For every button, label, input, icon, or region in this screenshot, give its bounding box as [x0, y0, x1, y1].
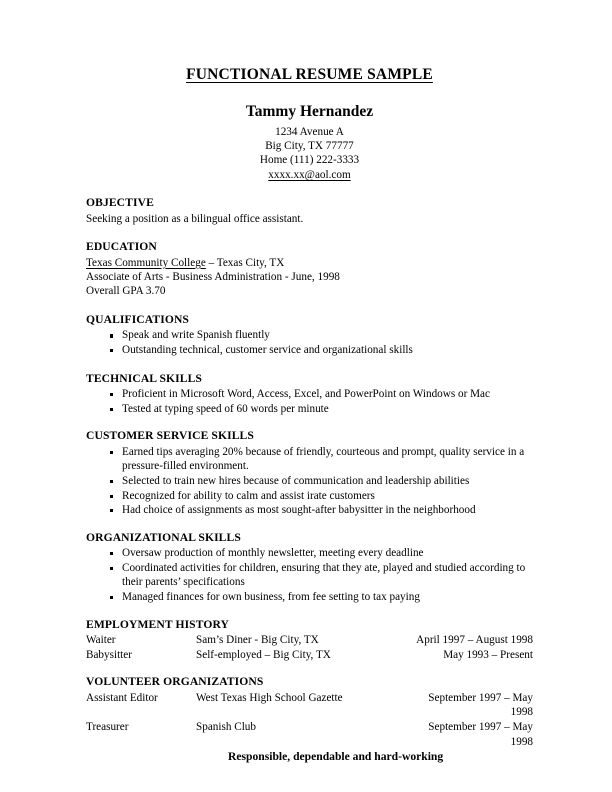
table-row — [86, 633, 533, 648]
document-title-text: FUNCTIONAL RESUME SAMPLE — [186, 66, 433, 83]
list-item: Tested at typing speed of 60 words per minute — [86, 402, 533, 417]
section-education — [86, 240, 533, 299]
table-row — [86, 648, 533, 663]
employment-role: Babysitter — [86, 648, 132, 661]
list-item: Earned tips averaging 20% because of friendly, courteous and prompt, quality service in a pressure-filled environment. — [86, 445, 533, 474]
customer-service-skills-list — [86, 445, 533, 518]
list-item: Speak and write Spanish fluently — [86, 328, 533, 343]
volunteer-dates: September 1997 – May 1998 — [428, 720, 533, 748]
objective-text: Seeking a position as a bilingual office assistant. — [86, 212, 304, 225]
employment-dates: April 1997 – August 1998 — [416, 634, 533, 647]
candidate-email-text: xxxx.xx@aol.com — [268, 168, 351, 181]
education-school-line — [86, 256, 533, 270]
section-employment-history — [86, 618, 533, 663]
table-row — [86, 720, 533, 749]
list-item: Had choice of assignments as most sought-after babysitter in the neighborhood — [86, 503, 533, 518]
candidate-name: Tammy Hernandez — [245, 103, 374, 121]
candidate-email[interactable] — [86, 168, 533, 182]
candidate-header — [86, 103, 533, 182]
list-item: Selected to train new hires because of communication and leadership abilities — [86, 474, 533, 489]
section-qualifications — [86, 313, 533, 358]
qualifications-heading: QUALIFICATIONS — [86, 312, 189, 326]
employment-history-table — [86, 633, 533, 662]
volunteer-organizations-heading: VOLUNTEER ORGANIZATIONS — [86, 675, 264, 689]
education-degree: Associate of Arts - Business Administration - June, 1998 — [86, 271, 340, 284]
candidate-city-state-zip: Big City, TX 77777 — [265, 140, 354, 153]
employment-history-heading: EMPLOYMENT HISTORY — [86, 617, 230, 631]
list-item: Coordinated activities for children, ensuring that they ate, played and studied according to their parents’ specifications — [86, 561, 533, 590]
employment-organization: Sam’s Diner - Big City, TX — [196, 634, 319, 647]
list-item: Outstanding technical, customer service and organizational skills — [86, 343, 533, 358]
volunteer-organization: Spanish Club — [196, 720, 256, 733]
technical-skills-list — [86, 387, 533, 416]
technical-skills-heading: TECHNICAL SKILLS — [86, 371, 202, 385]
organizational-skills-list — [86, 546, 533, 604]
list-item: Recognized for ability to calm and assist irate customers — [86, 489, 533, 504]
volunteer-dates: September 1997 – May 1998 — [428, 691, 533, 719]
objective-heading: OBJECTIVE — [86, 196, 154, 210]
section-customer-service-skills — [86, 429, 533, 517]
employment-role: Waiter — [86, 634, 116, 647]
employment-dates: May 1993 – Present — [443, 648, 533, 661]
section-technical-skills — [86, 372, 533, 417]
list-item: Managed finances for own business, from fee setting to tax paying — [86, 590, 533, 605]
education-school-location: – Texas City, TX — [205, 256, 285, 269]
organizational-skills-heading: ORGANIZATIONAL SKILLS — [86, 530, 241, 544]
candidate-street: 1234 Avenue A — [275, 125, 344, 138]
list-item: Proficient in Microsoft Word, Access, Excel, and PowerPoint on Windows or Mac — [86, 387, 533, 402]
section-objective — [86, 196, 533, 226]
education-heading: EDUCATION — [86, 240, 157, 254]
resume-content — [86, 66, 533, 764]
qualifications-list — [86, 328, 533, 357]
table-row — [86, 691, 533, 720]
section-organizational-skills — [86, 531, 533, 605]
volunteer-role: Treasurer — [86, 720, 129, 733]
document-title — [86, 66, 533, 83]
volunteer-organizations-table — [86, 691, 533, 749]
customer-service-skills-heading: CUSTOMER SERVICE SKILLS — [86, 429, 254, 443]
closing-statement: Responsible, dependable and hard-working — [228, 750, 444, 764]
employment-organization: Self-employed – Big City, TX — [196, 648, 331, 661]
education-school: Texas Community College — [86, 256, 206, 269]
list-item: Oversaw production of monthly newsletter, meeting every deadline — [86, 546, 533, 561]
section-volunteer-organizations — [86, 675, 533, 764]
education-gpa: Overall GPA 3.70 — [86, 285, 166, 298]
candidate-phone: Home (111) 222-3333 — [259, 154, 360, 167]
volunteer-organization: West Texas High School Gazette — [196, 691, 343, 704]
volunteer-role: Assistant Editor — [86, 691, 158, 704]
